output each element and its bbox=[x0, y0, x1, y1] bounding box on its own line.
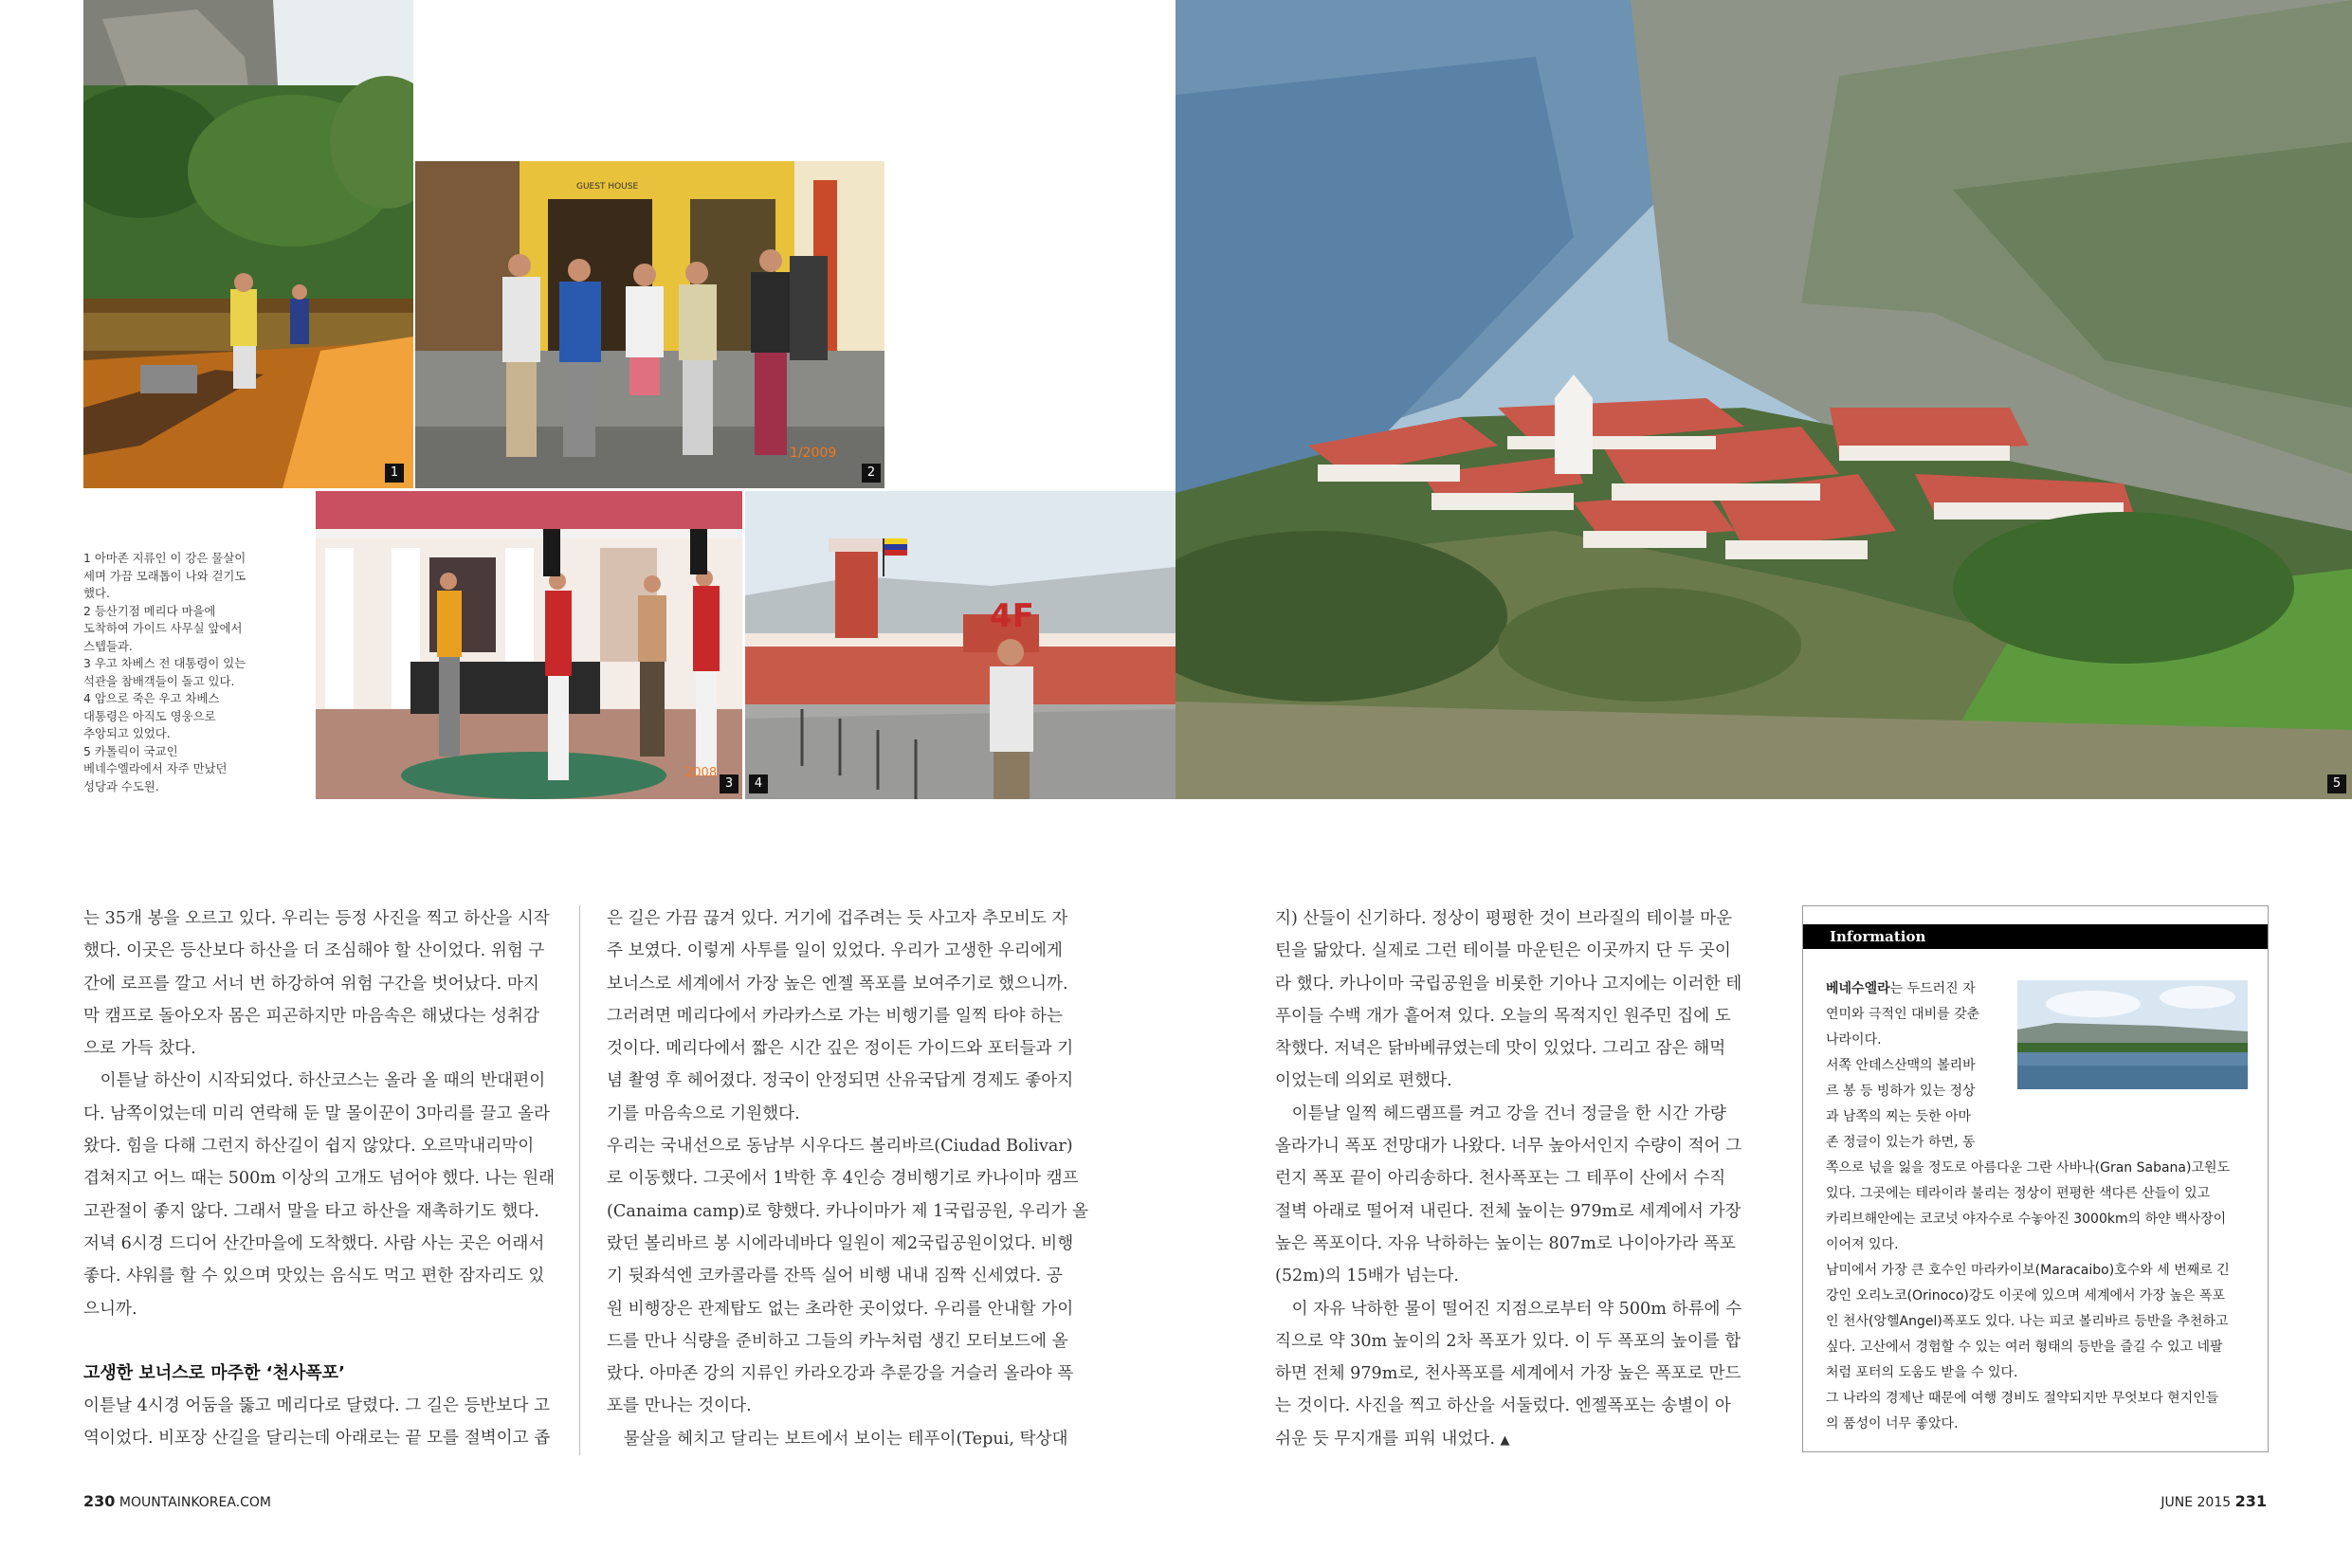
photo-mausoleum-guards bbox=[316, 491, 742, 799]
caption-line: 세며 가끔 모래톱이 나와 걷기도 bbox=[83, 568, 246, 583]
body-line: 런지 폭포 끝이 아리송하다. 천사폭포는 그 테푸이 산에서 수직 bbox=[1275, 1169, 1726, 1189]
info-line: 연미와 극적인 대비를 갖춘 bbox=[1826, 1007, 1980, 1022]
body-line: 원 비행장은 관제탑도 없는 초라한 곳이었다. 우리를 안내할 가이 bbox=[607, 1299, 1074, 1319]
body-line: 절벽 아래로 떨어져 내린다. 전체 높이는 979m로 세계에서 가장 bbox=[1275, 1201, 1741, 1221]
body-line-last bbox=[1275, 1423, 1754, 1457]
body-line: 기 뒷좌석엔 코카콜라를 잔뜩 실어 비행 내내 짐짝 신세였다. 공 bbox=[607, 1267, 1063, 1286]
photo-number: 5 bbox=[2327, 775, 2346, 793]
article-column-2 bbox=[607, 903, 1089, 1455]
body-line: 하면 전체 979m로, 천사폭포를 세계에서 가장 높은 폭포로 만드 bbox=[1275, 1364, 1741, 1384]
info-line: 과 남쪽의 찌는 듯한 아마 bbox=[1826, 1109, 1972, 1124]
body-line: 틴을 닮았다. 실제로 그런 테이블 마운틴은 이곳까지 단 두 곳이 bbox=[1275, 941, 1731, 961]
photo-group-guesthouse bbox=[415, 161, 884, 488]
article-column-1 bbox=[83, 903, 562, 1454]
body-line: 지) 산들이 신기하다. 정상이 평평한 것이 브라질의 테이블 마운 bbox=[1275, 909, 1733, 928]
info-photo-tepui-lake bbox=[2017, 980, 2248, 1089]
footer-right bbox=[2161, 1492, 2267, 1510]
caption-line: 도착하여 가이드 사무실 앞에서 bbox=[83, 621, 243, 635]
info-line: 싶다. 고산에서 경험할 수 있는 여러 형태의 등반을 즐길 수 있고 네팔 bbox=[1826, 1340, 2223, 1355]
info-line: 그 나라의 경제난 때문에 여행 경비도 절약되지만 무엇보다 현지인들 bbox=[1826, 1391, 2219, 1406]
footer-site: MOUNTAINKOREA.COM bbox=[119, 1495, 271, 1510]
info-line: 르 봉 등 빙하가 있는 정상 bbox=[1826, 1084, 1976, 1099]
body-line: 직으로 약 30m 높이의 2차 폭포가 있다. 이 두 폭포의 높이를 합 bbox=[1275, 1331, 1741, 1351]
caption-line: 1 아마존 지류인 이 강은 물살이 bbox=[83, 551, 246, 565]
fortress-sign: 4F bbox=[990, 597, 1034, 635]
body-line: (52m)의 15배가 넘는다. bbox=[1275, 1267, 1459, 1286]
info-line: 이어져 있다. bbox=[1826, 1237, 1899, 1252]
body-line: 높은 폭포이다. 자유 낙하하는 높이는 807m로 나이아가라 폭포 bbox=[1275, 1233, 1736, 1253]
caption-line: 5 카톨릭이 국교인 bbox=[83, 743, 178, 758]
body-line: 랐다. 아마존 강의 지류인 카라오강과 추룬강을 거슬러 올라야 폭 bbox=[607, 1364, 1074, 1384]
body-line: 것이다. 메리다에서 짧은 시간 깊은 정이든 가이드와 포터들과 기 bbox=[607, 1039, 1074, 1059]
body-line: 간에 로프를 깔고 서너 번 하강하여 위험 구간을 벗어났다. 마지 bbox=[83, 974, 539, 994]
information-box bbox=[1802, 905, 2269, 1452]
info-line: 카리브해안에는 코코넛 야자수로 수놓아진 3000km의 하얀 백사장이 bbox=[1826, 1212, 2227, 1227]
information-header bbox=[1803, 924, 2268, 949]
photo-river-boat bbox=[83, 0, 413, 488]
body-line: 저녁 6시경 드디어 산간마을에 도착했다. 사람 사는 곳은 어래서 bbox=[83, 1233, 545, 1253]
info-lead-bold: 베네수엘라 bbox=[1826, 981, 1890, 996]
body-line: 이튿날 일찍 헤드램프를 켜고 강을 건너 정글을 한 시간 가량 bbox=[1275, 1103, 1726, 1123]
body-line: 이었는데 의외로 편했다. bbox=[1275, 1071, 1452, 1091]
body-line: 는 것이다. 사진을 찍고 하산을 서둘렀다. 엔젤폭포는 송별이 아 bbox=[1275, 1396, 1731, 1416]
body-line: 쉬운 듯 무지개를 피워 내었다. bbox=[1275, 1429, 1495, 1449]
body-line: 그러려면 메리다에서 카라카스로 가는 비행기를 일찍 타야 하는 bbox=[607, 1006, 1064, 1026]
photo-captions bbox=[83, 550, 273, 795]
body-line: 이튿날 하산이 시작되었다. 하산코스는 올라 올 때의 반대편이 bbox=[83, 1071, 546, 1091]
section-heading: 고생한 보너스로 마주한 ‘천사폭포’ bbox=[83, 1362, 345, 1383]
body-line: 우리는 국내선으로 동남부 시우다드 볼리바르(Ciudad Bolivar) bbox=[607, 1137, 1073, 1157]
caption-line: 성당과 수도원. bbox=[83, 778, 159, 793]
footer-date: JUNE 2015 bbox=[2161, 1495, 2232, 1510]
body-line: 역이었다. 비포장 산길을 달리는데 아래로는 끝 모를 절벽이고 좁 bbox=[83, 1429, 551, 1449]
body-line: 으니까. bbox=[83, 1299, 137, 1319]
body-line: 착했다. 저녁은 닭바베큐였는데 맛이 있었다. 그리고 잠은 해먹 bbox=[1275, 1039, 1726, 1059]
info-line: 인 천사(앙헬Angel)폭포도 있다. 나는 피코 볼리바르 등반을 추천하고 bbox=[1826, 1314, 2229, 1329]
caption-line: 대통령은 아직도 영웅으로 bbox=[83, 708, 216, 723]
caption-line: 추앙되고 있었다. bbox=[83, 726, 171, 740]
date-stamp: 2008 bbox=[685, 766, 718, 780]
body-line: 물살을 헤치고 달리는 보트에서 보이는 테푸이(Tepui, 탁상대 bbox=[607, 1429, 1068, 1449]
information-title: Information bbox=[1830, 928, 1926, 945]
info-line: 서쪽 안데스산맥의 볼리바 bbox=[1826, 1058, 1976, 1073]
body-line: 로 이동했다. 그곳에서 1박한 후 4인승 경비행기로 카나이마 캠프 bbox=[607, 1169, 1079, 1189]
info-line: 처럼 포터의 도움도 받을 수 있다. bbox=[1826, 1365, 2018, 1380]
footer-left bbox=[83, 1492, 271, 1510]
caption-line: 2 등산기점 메리다 마을에 bbox=[83, 603, 216, 618]
guesthouse-sign: GUEST HOUSE bbox=[576, 182, 639, 191]
body-line: 드를 만나 식량을 준비하고 그들의 카누처럼 생긴 모터보드에 올 bbox=[607, 1331, 1068, 1351]
body-line: 고관절이 좋지 않다. 그래서 말을 타고 하산을 재촉하기도 했다. bbox=[83, 1201, 539, 1221]
info-lead bbox=[1826, 976, 2011, 1002]
body-line: 포를 만나는 것이다. bbox=[607, 1396, 752, 1416]
caption-line: 스텝들과. bbox=[83, 638, 133, 653]
body-line: 랐던 볼리바르 봉 시에라네바다 일원이 제2국립공원이었다. 비행 bbox=[607, 1233, 1074, 1253]
caption-line: 했다. bbox=[83, 586, 110, 600]
caption-line: 석관을 참배객들이 돌고 있다. bbox=[83, 673, 235, 688]
body-line: 라 했다. 카나이마 국립공원을 비롯한 기아나 고지에는 이러한 테 bbox=[1275, 974, 1742, 994]
information-text-narrow bbox=[1826, 976, 2011, 1156]
info-line: 있다. 그곳에는 테라이라 불리는 정상이 편평한 색다른 산들이 있고 bbox=[1826, 1186, 2211, 1201]
info-line: 나라이다. bbox=[1826, 1032, 1882, 1048]
photo-fortress-man bbox=[745, 491, 1176, 799]
page-number-right: 231 bbox=[2234, 1492, 2267, 1510]
body-line: 는 35개 봉을 오르고 있다. 우리는 등정 사진을 찍고 하산을 시작 bbox=[83, 909, 550, 928]
end-mark-icon: ▲ bbox=[1500, 1432, 1510, 1448]
body-line: 다. 남쪽이었는데 미리 연락해 둔 말 몰이꾼이 3마리를 끌고 올라 bbox=[83, 1103, 551, 1123]
body-line: 은 길은 가끔 끊겨 있다. 거기에 겁주려는 듯 사고자 추모비도 자 bbox=[607, 909, 1068, 928]
body-line: 으로 가득 찼다. bbox=[83, 1039, 196, 1059]
body-line: 했다. 이곳은 등산보다 하산을 더 조심해야 할 산이었다. 위험 구 bbox=[83, 941, 545, 961]
caption-line: 3 우고 차베스 전 대통령이 있는 bbox=[83, 656, 246, 670]
body-line: 이 자유 낙하한 물이 떨어진 지점으로부터 약 500m 하류에 수 bbox=[1275, 1299, 1742, 1319]
info-lead-rest: 는 두드러진 자 bbox=[1889, 981, 1976, 996]
info-line: 쪽으로 넋을 잃을 정도로 아름다운 그란 사바나(Gran Sabana)고원도 bbox=[1826, 1160, 2231, 1176]
caption-line: 베네수엘라에서 자주 만났던 bbox=[83, 761, 228, 775]
column-divider bbox=[579, 905, 580, 1455]
photo-number: 3 bbox=[720, 775, 738, 793]
date-stamp: 1/2009 bbox=[790, 446, 837, 461]
body-line: 왔다. 힘을 다해 그런지 하산길이 쉽지 않았다. 오르막내리막이 bbox=[83, 1137, 535, 1157]
body-line: 보너스로 세계에서 가장 높은 엔젤 폭포를 보여주기로 했으니까. bbox=[607, 974, 1068, 994]
photo-number: 4 bbox=[749, 775, 768, 793]
photo-number: 1 bbox=[385, 464, 404, 483]
body-line: 기를 마음속으로 기원했다. bbox=[607, 1103, 800, 1123]
information-text-wide bbox=[1826, 1156, 2252, 1437]
body-line: 념 촬영 후 헤어졌다. 정국이 안정되면 산유국답게 경제도 좋아지 bbox=[607, 1071, 1074, 1091]
info-line: 의 품성이 너무 좋았다. bbox=[1826, 1416, 1959, 1431]
body-line: 푸이들 수백 개가 흩어져 있다. 오늘의 목적지인 원주민 집에 도 bbox=[1275, 1006, 1731, 1026]
caption-line: 4 암으로 죽은 우고 차베스 bbox=[83, 691, 220, 705]
body-line: (Canaima camp)로 향했다. 카나이마가 제 1국립공원, 우리가 올 bbox=[607, 1201, 1089, 1221]
body-line: 이튿날 4시경 어둠을 뚫고 메리다로 달렸다. 그 길은 등반보다 고 bbox=[83, 1395, 551, 1415]
photo-number: 2 bbox=[862, 464, 881, 483]
page-number-left: 230 bbox=[83, 1492, 116, 1510]
info-line: 남미에서 가장 큰 호수인 마라카이보(Maracaibo)호수와 세 번째로 긴 bbox=[1826, 1263, 2230, 1278]
info-line: 존 정글이 있는가 하면, 동 bbox=[1826, 1135, 1976, 1150]
photo-mountain-monastery bbox=[1176, 0, 2352, 799]
body-line: 올라가니 폭포 전망대가 나왔다. 너무 높아서인지 수량이 적어 그 bbox=[1275, 1137, 1742, 1157]
article-column-3 bbox=[1275, 903, 1754, 1457]
body-line: 겹쳐지고 어느 때는 500m 이상의 고개도 넘어야 했다. 나는 원래 bbox=[83, 1169, 556, 1189]
body-line: 막 캠프로 돌아오자 몸은 피곤하지만 마음속은 해냈다는 성취감 bbox=[83, 1006, 540, 1026]
body-line: 좋다. 샤워를 할 수 있으며 맛있는 음식도 먹고 편한 잠자리도 있 bbox=[83, 1267, 545, 1286]
info-line: 강인 오리노코(Orinoco)강도 이곳에 있으며 세계에서 가장 높은 폭포 bbox=[1826, 1288, 2226, 1304]
body-line: 주 보였다. 이렇게 사투를 일이 있었다. 우리가 고생한 우리에게 bbox=[607, 941, 1063, 961]
